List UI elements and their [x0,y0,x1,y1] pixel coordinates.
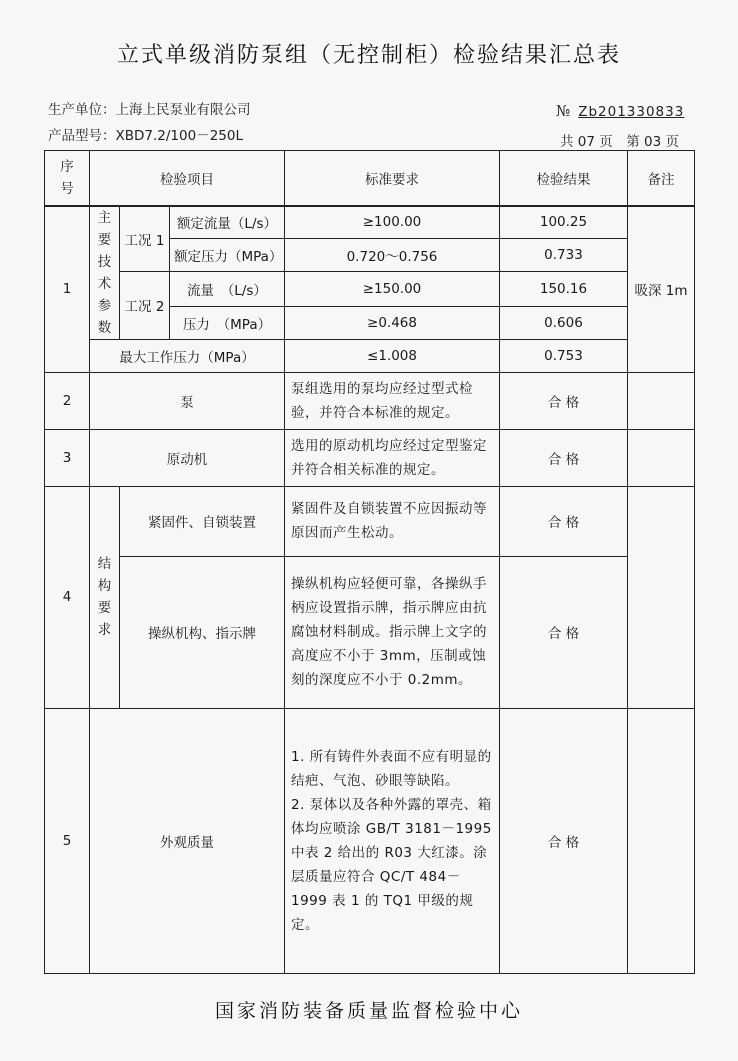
row4-remark [628,486,695,708]
row1-standard: ≥0.468 [285,306,500,339]
row5-standard-note-1: 1. 所有铸件外表面不应有明显的结疤、气泡、砂眼等缺陷。 [291,748,492,789]
row1-group: 主要技术参数 [90,206,120,340]
report-number-value: Zb201330833 [578,104,685,120]
header-standard: 标准要求 [285,151,500,206]
row1-param-name: 额定压力（MPa） [170,239,285,272]
table-row [45,272,695,307]
row1-param-name: 流量 （L/s） [170,272,285,307]
report-number [556,102,684,120]
row2-remark [628,372,695,429]
table-row [45,429,695,486]
row1-max-pressure-name: 最大工作压力（MPa） [90,339,285,372]
row2-seq: 2 [45,372,90,429]
row4-group: 结构要求 [90,486,120,708]
row1-param-name: 压力 （MPa） [170,306,285,339]
issuing-organization: 国家消防装备质量监督检验中心 [214,1000,523,1022]
row4-seq: 4 [45,486,90,708]
header-item: 检验项目 [90,151,285,206]
row1-standard: ≥100.00 [285,206,500,239]
row1-remark: 吸深 1m [628,206,695,373]
header-remark: 备注 [628,151,695,206]
row4-sub1-item: 紧固件、自锁装置 [120,486,285,556]
row2-standard: 泵组选用的泵均应经过型式检验，并符合本标准的规定。 [285,372,500,429]
page-count: 共 07 页 第 03 页 [560,134,680,150]
header-result: 检验结果 [500,151,628,206]
table-row [45,708,695,973]
header-seq: 序号 [45,151,90,206]
row1-result: 100.25 [500,206,628,239]
row1-standard: 0.720～0.756 [285,239,500,272]
manufacturer: 生产单位：上海上民泵业有限公司 [48,102,251,118]
row1-seq: 1 [45,206,90,373]
row3-item: 原动机 [90,429,285,486]
row4-sub2-standard: 操纵机构应轻便可靠，各操纵手柄应设置指示牌，指示牌应由抗腐蚀材料制成。指示牌上文字的高度应不小于 3mm，压制或蚀刻的深度应不小于 0.2mm。 [285,556,500,708]
row4-sub1-result: 合 格 [500,486,628,556]
row1-standard: ≥150.00 [285,272,500,307]
row1-condition-2: 工况 2 [120,272,170,340]
table-row [45,206,695,239]
row1-max-pressure-standard: ≤1.008 [285,339,500,372]
number-sign: № [556,102,571,120]
row5-remark [628,708,695,973]
table-row [45,372,695,429]
row1-result: 150.16 [500,272,628,307]
product-model: 产品型号：XBD7.2/100－250L [48,128,243,144]
row5-seq: 5 [45,708,90,973]
row3-standard: 选用的原动机均应经过定型鉴定并符合相关标准的规定。 [285,429,500,486]
row5-standard [285,708,500,973]
table-header-row [45,151,695,206]
row4-sub1-standard: 紧固件及自锁装置不应因振动等原因而产生松动。 [285,486,500,556]
row5-standard-note-2: 2. 泵体以及各种外露的罩壳、箱体均应喷涂 GB/T 3181－1995 中表 2 给出的 R03 大红漆。涂层质量应符合 QC/T 484－1999 表 1 的 TQ1 甲级的规定。 [291,796,492,933]
row1-result: 0.733 [500,239,628,272]
row2-item: 泵 [90,372,285,429]
row4-sub2-item: 操纵机构、指示牌 [120,556,285,708]
row3-remark [628,429,695,486]
row5-item: 外观质量 [90,708,285,973]
row2-result: 合 格 [500,372,628,429]
row3-result: 合 格 [500,429,628,486]
row4-sub2-result: 合 格 [500,556,628,708]
page-title: 立式单级消防泵组（无控制柜）检验结果汇总表 [116,43,621,68]
row3-seq: 3 [45,429,90,486]
row1-param-name: 额定流量（L/s） [170,206,285,239]
row1-max-pressure-result: 0.753 [500,339,628,372]
table-row [45,339,695,372]
row1-condition-1: 工况 1 [120,206,170,272]
table-row [45,486,695,556]
row5-result: 合 格 [500,708,628,973]
table-row [45,556,695,708]
row1-result: 0.606 [500,306,628,339]
results-table [44,150,695,974]
